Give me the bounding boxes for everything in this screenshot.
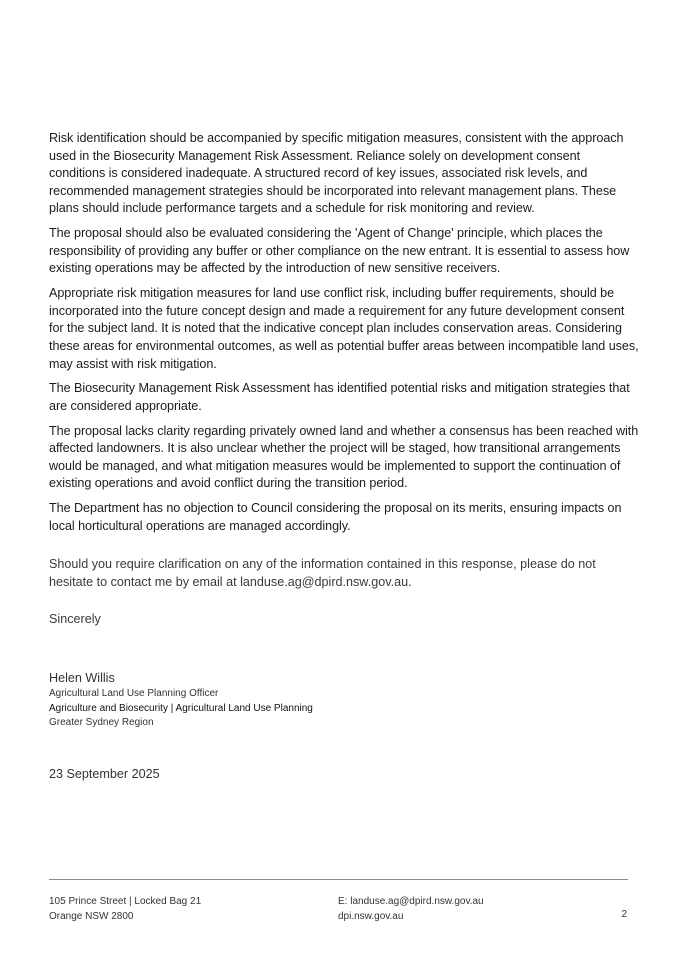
footer-contact: [338, 895, 484, 924]
letter-date: 23 September 2025: [49, 767, 160, 781]
paragraph-agent-of-change: The proposal should also be evaluated considering the 'Agent of Change' principle, which places the responsibility of providing any buffer or other compliance on the new entrant. It is essential to assess how existing operations may be affected by the introduction of new sensitive receivers.: [49, 226, 630, 276]
closing-paragraph: Should you require clarification on any of the information contained in this response, please do not hesitate to contact me by email at landuse.ag@dpird.nsw.gov.au.: [49, 557, 596, 589]
footer-divider: [49, 879, 628, 880]
footer-address-line1: 105 Prince Street | Locked Bag 21: [49, 896, 202, 907]
signatory-title: Agricultural Land Use Planning Officer: [49, 688, 219, 699]
letter-body: [49, 130, 639, 543]
paragraph-no-objection: The Department has no objection to Council considering the proposal on its merits, ensuring impacts on local horticultural operations are managed accordingly.: [49, 501, 622, 533]
signatory-name: Helen Willis: [49, 671, 115, 685]
footer-email-link[interactable]: E: landuse.ag@dpird.nsw.gov.au: [338, 896, 484, 907]
paragraph-risk-identification: Risk identification should be accompanied by specific mitigation measures, consistent with the approach used in the Biosecurity Management Risk Assessment. Reliance solely on development consent conditions is considered inadequate. A structured record of key issues, associated risk levels, and recommended management strategies should be incorporated into relevant management plans. These plans should include performance targets and a schedule for risk monitoring and review.: [49, 131, 624, 216]
footer-address-line2: Orange NSW 2800: [49, 910, 134, 922]
paragraph-land-clarity: The proposal lacks clarity regarding privately owned land and whether a consensus has been reached with affected landowners. It is also unclear whether the project will be staged, how transitional arrangements would be managed, and what mitigation measures would be implemented to support the continuation of existing operations and avoid conflict during the transition period.: [49, 423, 639, 491]
page-number: 2: [621, 909, 627, 920]
signatory-division: Agriculture and Biosecurity | Agricultural Land Use Planning: [49, 703, 313, 714]
footer-website-link[interactable]: dpi.nsw.gov.au: [338, 910, 404, 922]
paragraph-biosecurity-assessment: The Biosecurity Management Risk Assessment has identified potential risks and mitigation strategies that are considered appropriate.: [49, 381, 630, 413]
paragraph-risk-mitigation: Appropriate risk mitigation measures for land use conflict risk, including buffer requirements, should be incorporated into the future concept design and made a requirement for any future development consent for the subject land. It is noted that the indicative concept plan includes conservation areas. Considering these areas for environmental outcomes, as well as potential buffer areas between incompatible land uses, may assist with risk mitigation.: [49, 286, 639, 371]
sign-off: Sincerely: [49, 612, 101, 626]
signatory-region: Greater Sydney Region: [49, 717, 154, 728]
footer-address: [49, 895, 201, 924]
